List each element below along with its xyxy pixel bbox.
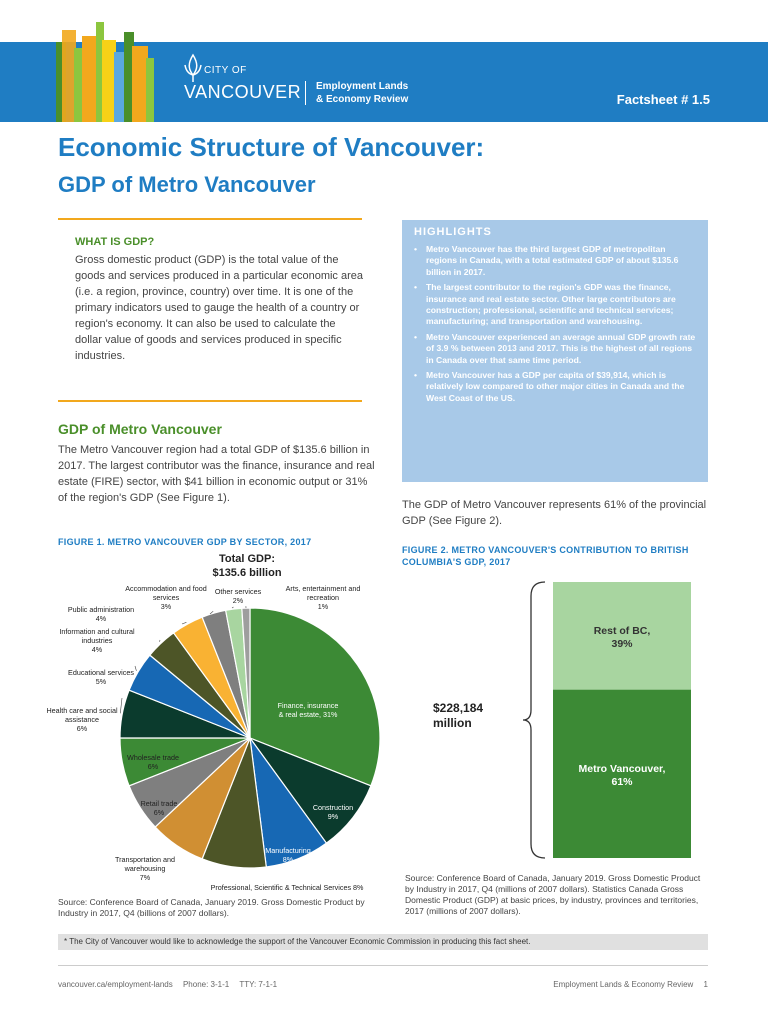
pie-slice-label: Wholesale trade 6% [127, 753, 179, 771]
factsheet-number: Factsheet # 1.5 [616, 92, 710, 107]
bar-total-label: $228,184 million [433, 701, 484, 730]
page-number: 1 [703, 980, 708, 989]
footer-phone: Phone: 3-1-1 [182, 980, 230, 989]
page-subtitle: GDP of Metro Vancouver [58, 172, 316, 197]
logo-subtitle [316, 80, 408, 106]
gdp-provincial-text: The GDP of Metro Vancouver represents 61% of the provincial GDP (See Figure 2). [402, 499, 707, 527]
pie-slice-label: Health care and social assistance 6% [46, 706, 118, 733]
gdp-section-text: The Metro Vancouver region had a total GDP of $135.6 billion in 2017. The largest contributor was the finance, insurance and real estate (FIRE) sector, with $41 billion in economic output or 31% of the region's GDP (See Figure 1). [58, 444, 375, 504]
pie-total-gdp-label: Total GDP: $135.6 billion [212, 553, 282, 579]
bar-segment-label: Metro Vancouver, 61% [578, 762, 666, 788]
pie-slice-label: Finance, insurance & real estate, 31% [277, 701, 339, 719]
pie-slice-label: Educational services 5% [68, 668, 134, 686]
pie-slice-label: Other services 2% [214, 587, 262, 605]
pie-leader-line [120, 698, 122, 713]
highlights-list [414, 244, 698, 404]
footer-url-link[interactable]: vancouver.ca/employment-lands [58, 980, 173, 989]
acknowledgement-note: * The City of Vancouver would like to acknowledge the support of the Vancouver Economic Commission in producing this fact sheet. [58, 934, 708, 950]
figure2-title: FIGURE 2. METRO VANCOUVER'S CONTRIBUTION TO BRITISH COLUMBIA'S GDP, 2017 [402, 545, 689, 567]
highlight-item: • Metro Vancouver has a GDP per capita of $39,914, which is relatively low compared to other major cities in Canada and the West Coast of the US. [414, 370, 698, 404]
section-divider-top [58, 218, 362, 220]
page-title: Economic Structure of Vancouver: [58, 132, 485, 162]
highlight-item: • Metro Vancouver experienced an average annual GDP growth rate of 3.9 % between 2013 and 2017. This is the highest of all regions in Canada over that same time period. [414, 332, 698, 366]
pie-slice-label: Retail trade 6% [140, 799, 178, 817]
pie-slice-label: Arts, entertainment and recreation 1% [285, 584, 361, 611]
gdp-by-sector-pie-chart [40, 548, 390, 898]
logo-subtitle-line1: Employment Lands [316, 81, 409, 92]
pie-leader-line [135, 666, 136, 671]
pie-slice-label: Construction 9% [312, 803, 354, 821]
pie-leader-line [182, 622, 186, 624]
figure2-source: Source: Conference Board of Canada, January 2019. Gross Domestic Product by Industry in 2017, Q4 (millions of 2007 dollars). Statistics Canada Gross Domestic Product (GDP) at basic prices, by industry, provinces and territories, 2017 (millions of 2007 dollars). [405, 873, 701, 916]
pie-slice-label: Information and cultural industries 4% [59, 627, 135, 654]
highlight-item: • The largest contributor to the region's GDP was the finance, insurance and real estate sector. Other large contributors are construction; professional, scientific and technical services; manufacturing; and transportation and warehousing. [414, 282, 698, 328]
footer-contact [58, 980, 285, 989]
what-is-gdp-text: Gross domestic product (GDP) is the total value of the goods and services produced in a particular economic area (i.e. a region, province, country) over time. It is one of the primary indicators used to gauge the health of a country or region's economy. It can also be used to calculate the dollar value of goods and services produced in specific industries. [75, 254, 363, 362]
highlight-item: • Metro Vancouver has the third largest GDP of metropolitan regions in Canada, with a total estimated GDP of about $135.6 billion in 2017. [414, 244, 698, 278]
footer-right [553, 980, 708, 989]
bar-bracket [523, 582, 545, 858]
what-is-gdp-heading: WHAT IS GDP? [75, 236, 155, 248]
figure1-source: Source: Conference Board of Canada, January 2019. Gross Domestic Product by Industry in 2017, Q4 (billions of 2007 dollars). [58, 897, 365, 918]
pie-slice-label: Manufacturing 8% [265, 846, 311, 864]
pie-slice-label: Transportation and warehousing 7% [114, 855, 176, 882]
highlights-box [402, 220, 708, 482]
footer-publication-name: Employment Lands & Economy Review [553, 980, 694, 989]
gdp-section-heading: GDP of Metro Vancouver [58, 421, 222, 437]
highlights-heading: HIGHLIGHTS [414, 226, 492, 238]
logo-leaf-icon [182, 53, 204, 83]
section-divider-bottom [58, 400, 362, 402]
pie-slice-label: Professional, Scientific & Technical Services 8% [210, 883, 364, 892]
pie-slice-label: Accommodation and food services 3% [125, 584, 207, 611]
logo-city-of: CITY OF [204, 65, 247, 76]
bar-segment-label: Rest of BC, 39% [593, 624, 651, 650]
figure1-title: FIGURE 1. METRO VANCOUVER GDP BY SECTOR, 2017 [58, 537, 312, 547]
logo-vancouver: VANCOUVER [184, 82, 302, 102]
pie-leader-line [232, 607, 234, 608]
footer-divider [58, 965, 708, 966]
logo-subtitle-line2: & Economy Review [316, 94, 409, 105]
city-skyline-graphic [52, 22, 170, 122]
footer-tty: TTY: 7-1-1 [239, 980, 278, 989]
logo-divider [305, 81, 306, 105]
pie-slice-label: Public administration 4% [67, 605, 135, 623]
bc-gdp-contribution-bar-chart [400, 572, 710, 872]
